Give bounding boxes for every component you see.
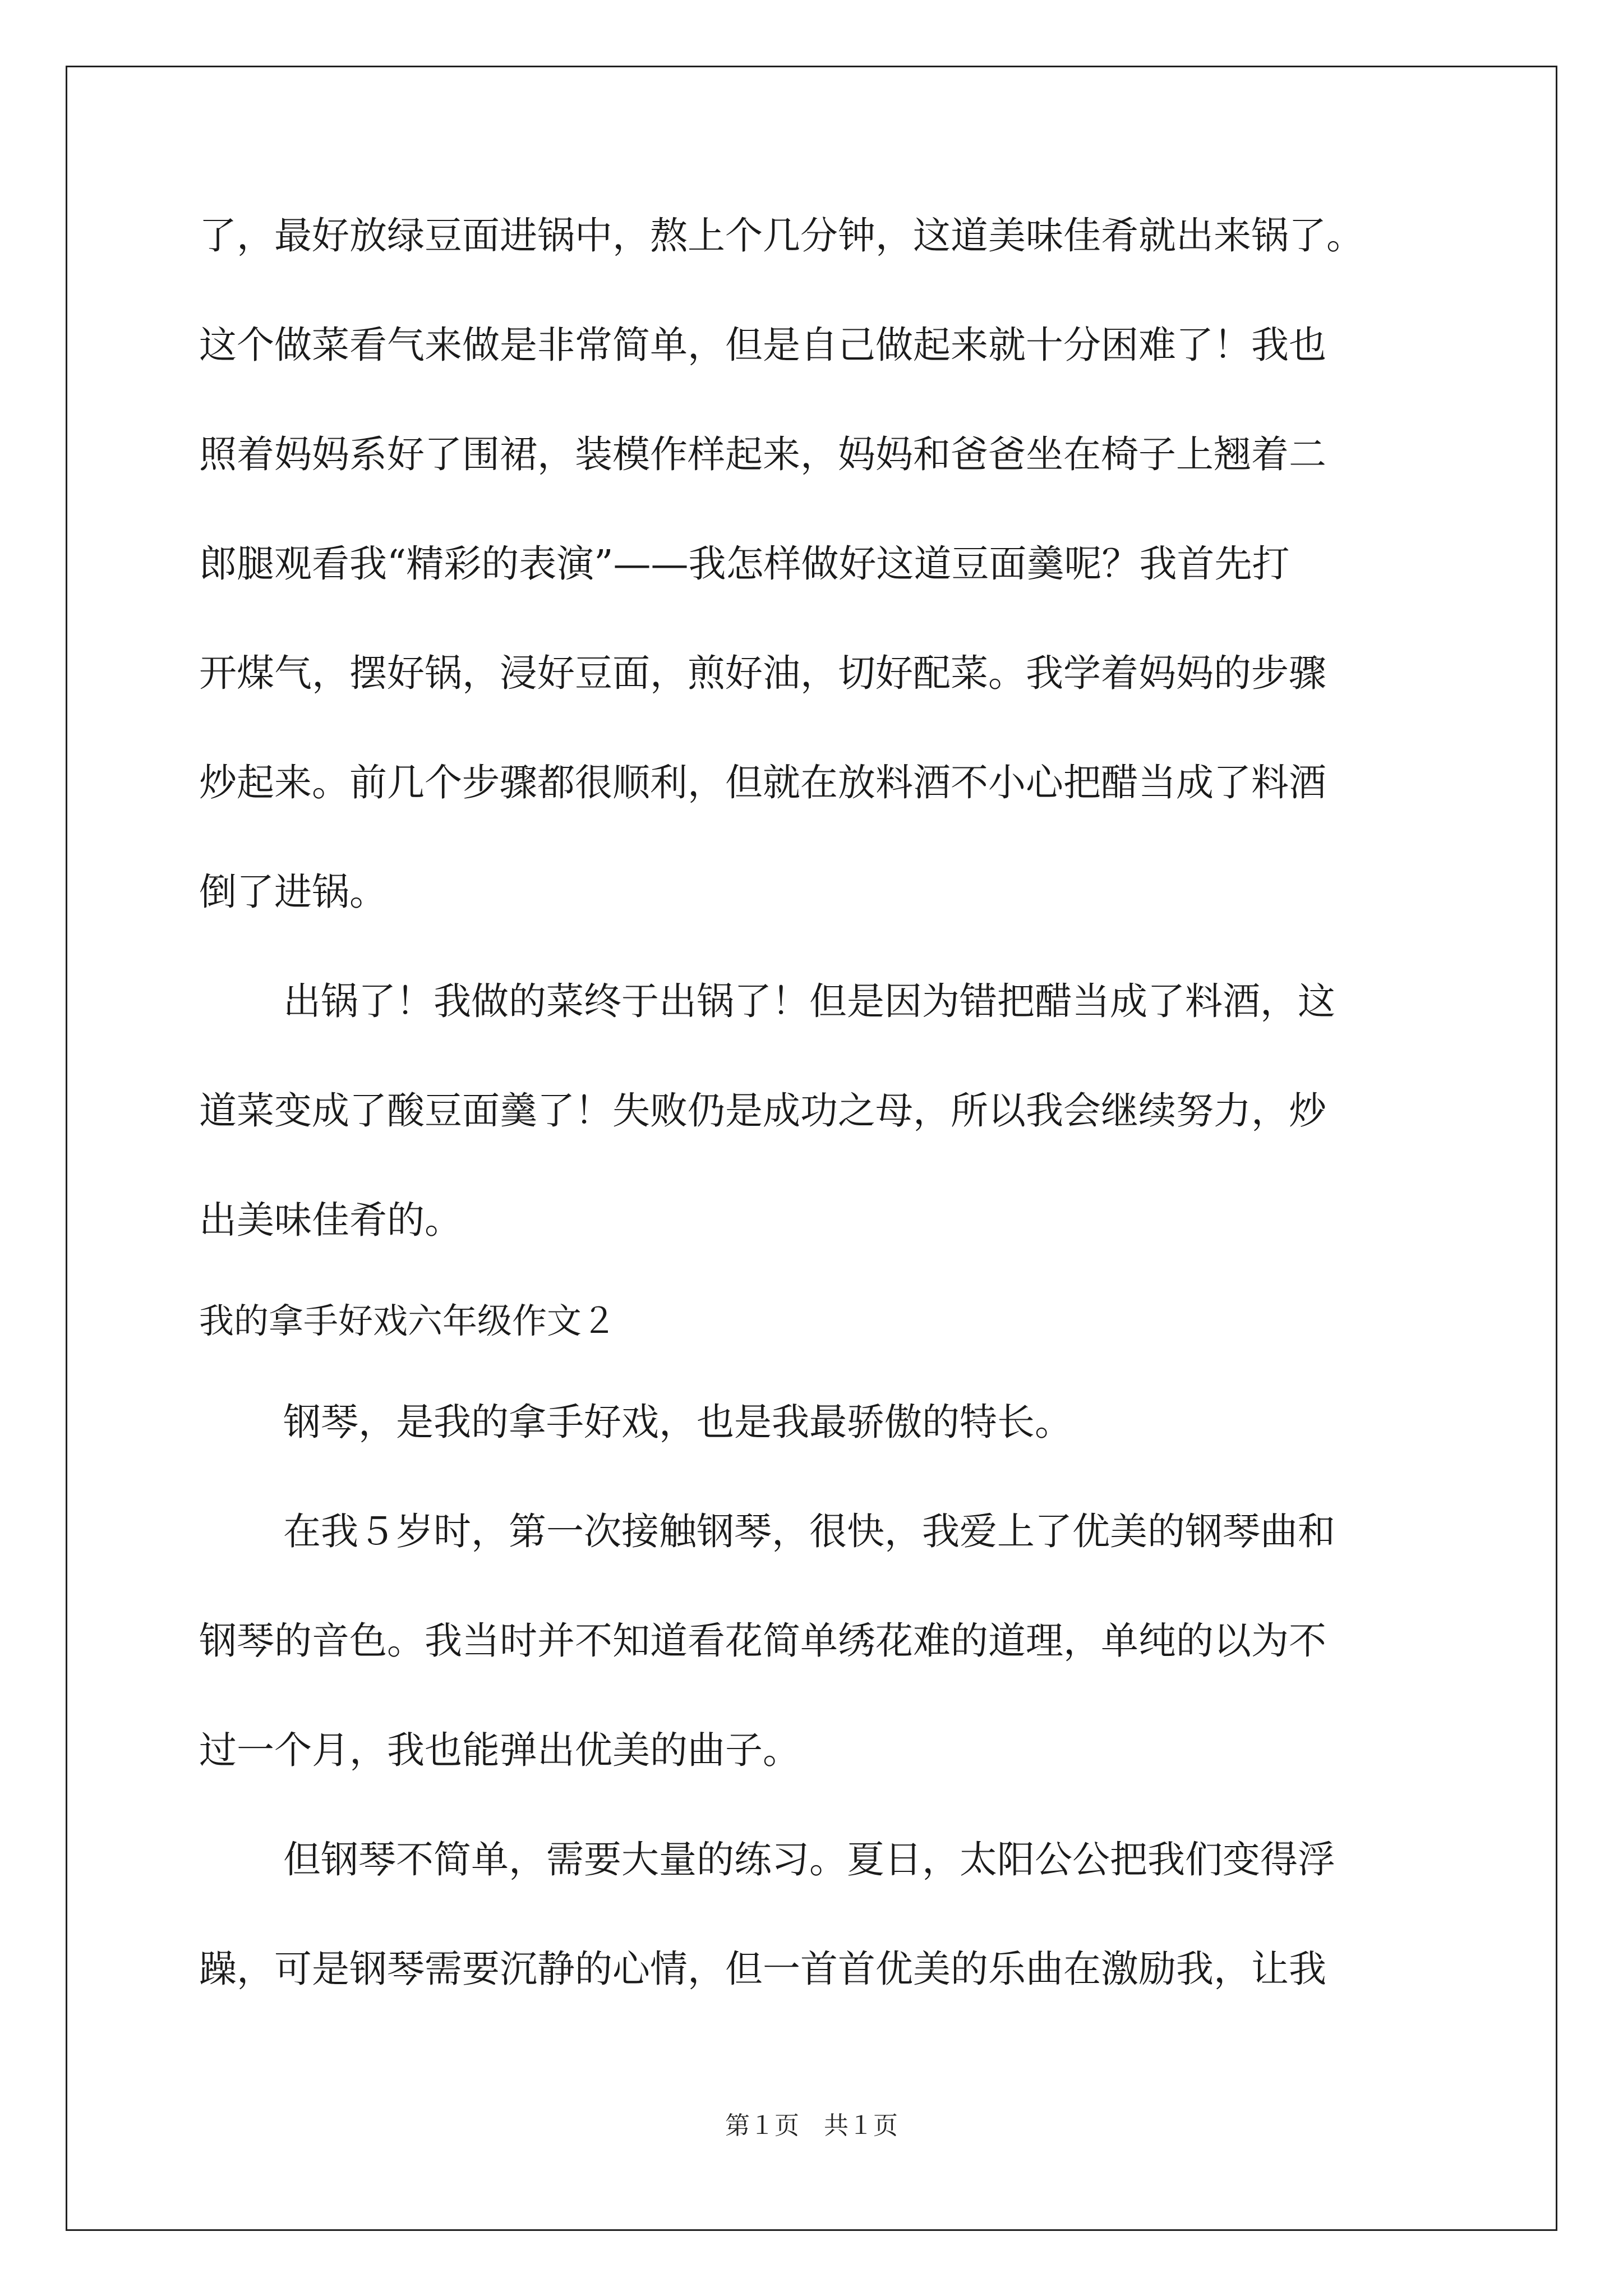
body-line-10: 出美味佳肴的。 [199,1198,462,1242]
body-line-8: 出锅了！我做的菜终于出锅了！但是因为错把醋当成了料酒，这 [283,979,1335,1023]
body-line-13: 在我５岁时，第一次接触钢琴，很快，我爱上了优美的钢琴曲和 [283,1510,1335,1553]
body-line-2: 这个做菜看气来做是非常简单，但是自己做起来就十分困难了！我也 [199,323,1326,367]
body-line-14: 钢琴的音色。我当时并不知道看花简单绣花难的道理，单纯的以为不 [199,1619,1326,1663]
body-line-9: 道菜变成了酸豆面羹了！失败仍是成功之母，所以我会继续努力，炒 [199,1089,1326,1133]
body-line-12: 钢琴，是我的拿手好戏，也是我最骄傲的特长。 [283,1400,1072,1444]
body-line-1: 了，最好放绿豆面进锅中，熬上个几分钟，这道美味佳肴就出来锅了。 [199,214,1364,257]
body-line-15: 过一个月，我也能弹出优美的曲子。 [199,1728,800,1772]
body-line-5: 开煤气，摆好锅，浸好豆面，煎好油，切好配菜。我学着妈妈的步骤 [199,651,1326,695]
page-footer: 第１页 共１页 [725,2111,898,2140]
page-border [66,66,1557,2231]
body-line-17: 躁，可是钢琴需要沉静的心情，但一首首优美的乐曲在激励我，让我 [199,1947,1326,1991]
body-line-7: 倒了进锅。 [199,870,387,914]
body-line-4: 郎腿观看我“精彩的表演”——我怎样做好这道豆面羹呢？我首先打 [199,542,1290,586]
body-line-3: 照着妈妈系好了围裙，装模作样起来，妈妈和爸爸坐在椅子上翘着二 [199,432,1326,476]
body-line-6: 炒起来。前几个步骤都很顺利，但就在放料酒不小心把醋当成了料酒 [199,761,1326,804]
section-heading: 我的拿手好戏六年级作文２ [199,1300,617,1341]
body-line-16: 但钢琴不简单，需要大量的练习。夏日，太阳公公把我们变得浮 [283,1838,1335,1881]
